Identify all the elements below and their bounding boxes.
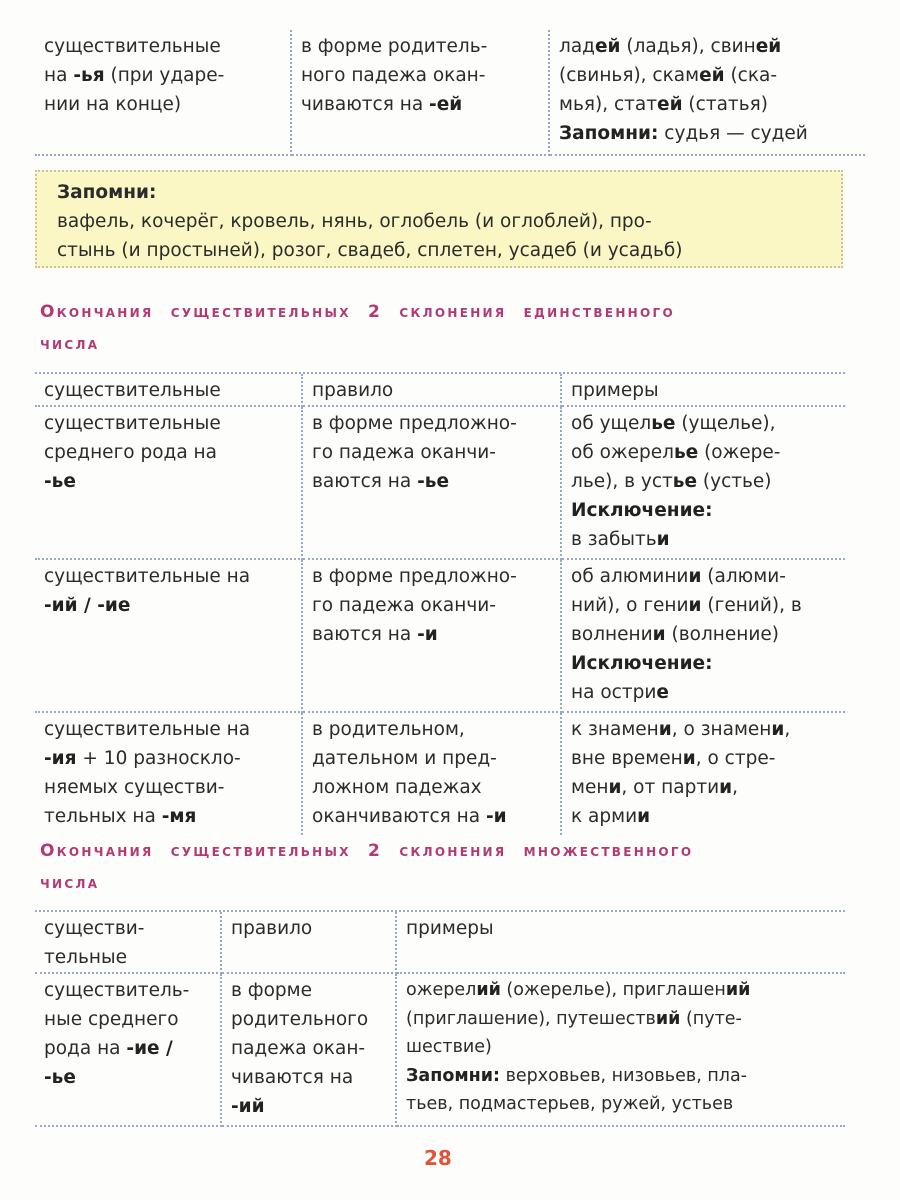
cell-line (312, 773, 552, 802)
bold-ending: и (637, 806, 651, 827)
bold-ending: ий (655, 1008, 681, 1029)
bold-ending: и (682, 748, 696, 769)
cell-line (44, 562, 293, 591)
cell-line (559, 61, 857, 90)
text-segment: (свинья), скам (559, 65, 700, 86)
text-segment: вне времен (571, 748, 683, 769)
cell-line (312, 802, 552, 831)
cell-line (44, 976, 212, 1005)
cell-line (406, 1033, 837, 1062)
cell-line (231, 1005, 387, 1034)
text-segment: ложном падежах (312, 777, 482, 798)
bold-ending: е (656, 682, 669, 703)
cell-line (231, 1034, 387, 1063)
text-segment: няемых существи- (44, 777, 225, 798)
text-segment: верховьев, низовьев, пла- (500, 1065, 747, 1086)
table-cell (35, 974, 222, 1127)
bold-ending: ей (594, 36, 621, 57)
header-text: примеры (406, 918, 494, 939)
cell-line (231, 976, 387, 1005)
text-segment: в форме предложно- (312, 566, 517, 587)
text-segment: ного падежа окан- (301, 65, 486, 86)
cell-line (44, 90, 282, 119)
bold-ending: -ие / (126, 1038, 173, 1059)
bold-ending: и (688, 595, 702, 616)
cell-line (571, 802, 837, 831)
text-segment: волнени (571, 624, 653, 645)
cell-line (559, 119, 857, 148)
cell-line (406, 1005, 837, 1034)
bold-ending: и (658, 719, 672, 740)
table-plural-endings (35, 910, 845, 1127)
heading-line: Окончания существительных 2 склонения единственного (40, 302, 675, 322)
header-text: правило (231, 918, 313, 939)
text-segment: го падежа оканчи- (312, 442, 496, 463)
text-segment: в форме (231, 980, 313, 1001)
header-text: существи- (44, 918, 145, 939)
table-cell (303, 407, 562, 560)
column-header (397, 912, 845, 974)
text-segment: об ожерел (571, 442, 674, 463)
text-segment: ные среднего (44, 1009, 179, 1030)
text-segment: на остри (571, 682, 657, 703)
bold-ending: -мя (161, 806, 197, 827)
text-segment: падежа окан- (231, 1038, 366, 1059)
bold-ending: и (688, 566, 702, 587)
text-segment: в родительном, (312, 719, 465, 740)
cell-line (44, 591, 293, 620)
table-cell (303, 560, 562, 713)
text-segment: лад (559, 36, 595, 57)
bold-ending: -ье (417, 471, 450, 492)
table-cell (222, 974, 397, 1127)
cell-line (44, 773, 293, 802)
table-singular-endings (35, 372, 845, 835)
cell-line (406, 1062, 837, 1091)
text-segment: оканчиваются на (312, 806, 486, 827)
text-segment: существительные на (44, 719, 251, 740)
bold-ending: и (771, 719, 785, 740)
text-segment: (статья) (682, 94, 768, 115)
cell-line (44, 802, 293, 831)
section-heading-singular (40, 296, 675, 360)
heading-line: числа (40, 334, 100, 354)
text-segment: шествие) (406, 1037, 492, 1057)
text-segment: среднего рода на (44, 442, 217, 463)
cell-line (571, 678, 837, 707)
column-header (35, 912, 222, 974)
table-cell (35, 407, 303, 560)
text-segment: (алюми- (701, 566, 786, 587)
text-segment: об алюмини (571, 566, 689, 587)
cell-line (571, 409, 837, 438)
text-segment: в забыть (571, 529, 657, 550)
cell-line (571, 773, 837, 802)
bold-ending: ий (476, 980, 501, 1000)
bold-ending: -ья (73, 65, 105, 86)
section-heading-plural (40, 835, 693, 899)
column-header (303, 374, 562, 407)
text-segment: , (732, 777, 738, 798)
table-cell (303, 713, 562, 835)
text-segment: (ладья), свин (620, 36, 756, 57)
column-header (35, 374, 303, 407)
text-segment: (путе- (680, 1008, 742, 1029)
bold-ending: -ий / -ие (44, 595, 131, 616)
text-segment: (приглашение), путешеств (406, 1008, 656, 1029)
table-cell (550, 30, 865, 156)
text-segment: существительные (44, 36, 221, 57)
cell-line (312, 467, 552, 496)
bold-ending: Запомни: (406, 1065, 501, 1086)
bold-ending: -и (417, 624, 438, 645)
remember-note (35, 170, 843, 268)
cell-line (312, 591, 552, 620)
cell-line (571, 562, 837, 591)
bold-ending: -ей (429, 94, 463, 115)
text-segment: мен (571, 777, 609, 798)
bold-ending: ей (699, 65, 725, 86)
cell-line (44, 467, 293, 496)
text-segment: чиваются на (301, 94, 430, 115)
text-segment: на (44, 65, 74, 86)
column-header (562, 374, 845, 407)
bold-ending: и (656, 529, 670, 550)
cell-line (571, 467, 837, 496)
cell-line (571, 591, 837, 620)
cell-line (312, 744, 552, 773)
text-segment: (ожерелье), приглашен (500, 980, 726, 1000)
text-segment: рода на (44, 1038, 127, 1059)
cell-line (231, 1063, 387, 1092)
text-segment: существительные (44, 413, 221, 434)
text-segment: родительного (231, 1009, 369, 1030)
table-cell (562, 560, 845, 713)
bold-ending: -и (485, 806, 507, 827)
text-segment: в форме родитель- (301, 36, 488, 57)
text-segment: существитель- (44, 980, 190, 1001)
cell-line (312, 409, 552, 438)
heading-line: числа (40, 873, 100, 893)
table-cell (397, 974, 845, 1127)
bold-ending: -ье (44, 471, 76, 492)
bold-ending: -ье (44, 1067, 76, 1088)
cell-line (406, 1090, 837, 1119)
bold-ending: ье (651, 413, 676, 434)
bold-ending: ье (673, 442, 699, 463)
cell-line (406, 976, 837, 1005)
heading-line: Окончания существительных 2 склонения множественного (40, 841, 694, 861)
text-segment: + 10 разноскло- (76, 748, 241, 769)
note-line: вафель, кочерёг, кровель, нянь, оглобель (и оглоблей), про- (57, 211, 652, 232)
text-segment: к арми (571, 806, 638, 827)
text-segment: (волнение) (665, 624, 779, 645)
cell-line (44, 1005, 212, 1034)
bold-ending: и (719, 777, 733, 798)
text-segment: лье), в уст (571, 471, 673, 492)
column-header (222, 912, 397, 974)
text-segment: дательном и пред- (312, 748, 497, 769)
cell-line (44, 61, 282, 90)
table-cell (35, 30, 292, 156)
cell-line (44, 715, 293, 744)
cell-line (231, 1092, 387, 1121)
text-segment: нии на конце) (44, 94, 182, 115)
table-cell (562, 407, 845, 560)
text-segment: (гений), в (701, 595, 802, 616)
header-text: правило (312, 380, 394, 401)
bold-ending: Исключение: (571, 500, 713, 521)
bold-ending: ей (657, 94, 683, 115)
text-segment: в форме предложно- (312, 413, 517, 434)
text-segment: судья — судей (658, 123, 808, 144)
text-segment: , (784, 719, 791, 740)
page-number: 28 (424, 1146, 452, 1170)
cell-line (44, 1034, 212, 1063)
header-text: тельные (44, 947, 127, 968)
text-segment: мья), стат (559, 94, 658, 115)
cell-line (312, 438, 552, 467)
bold-ending: Исключение: (571, 653, 713, 674)
cell-line (44, 32, 282, 61)
cell-line (301, 32, 540, 61)
cell-line (559, 32, 857, 61)
header-text: существительные (44, 380, 221, 401)
text-segment: к знамен (571, 719, 659, 740)
cell-line (312, 715, 552, 744)
table-cell (562, 713, 845, 835)
text-segment: (устье) (697, 471, 772, 492)
table-cell (292, 30, 550, 156)
text-segment: ний), о гени (571, 595, 689, 616)
text-segment: ожерел (406, 980, 477, 1000)
cell-line (312, 562, 552, 591)
table-cell (35, 713, 303, 835)
text-segment: тьев, подмастерьев, ружей, устьев (406, 1094, 734, 1114)
cell-line (571, 438, 837, 467)
text-segment: ваются на (312, 471, 418, 492)
cell-line (44, 438, 293, 467)
text-segment: ваются на (312, 624, 418, 645)
bold-ending: Запомни: (559, 123, 659, 144)
cell-line (44, 1063, 212, 1092)
cell-line (559, 90, 857, 119)
text-segment: существительные на (44, 566, 251, 587)
cell-line (44, 409, 293, 438)
bold-ending: и (652, 624, 666, 645)
note-title: Запомни: (57, 182, 157, 203)
cell-line (312, 620, 552, 649)
text-segment: , о знамен (671, 719, 772, 740)
table-plural-ya-nouns (35, 30, 865, 156)
cell-line (571, 715, 837, 744)
cell-line (571, 620, 837, 649)
header-text: примеры (571, 380, 659, 401)
text-segment: чиваются на (231, 1067, 354, 1088)
cell-line (44, 744, 293, 773)
cell-line (301, 61, 540, 90)
text-segment: (при ударе- (104, 65, 225, 86)
bold-ending: -ий (231, 1096, 265, 1117)
text-segment: го падежа оканчи- (312, 595, 496, 616)
bold-ending: -ия (44, 748, 77, 769)
text-segment: , о стре- (695, 748, 776, 769)
cell-line (301, 90, 540, 119)
bold-ending: ье (672, 471, 698, 492)
cell-line (571, 744, 837, 773)
bold-ending: ий (725, 980, 751, 1000)
bold-ending: ей (755, 36, 782, 57)
table-cell (35, 560, 303, 713)
text-segment: (ска- (724, 65, 778, 86)
text-segment: (ожере- (698, 442, 781, 463)
text-segment: об ущел (571, 413, 652, 434)
text-segment: (ущелье), (675, 413, 776, 434)
cell-line (571, 649, 837, 678)
text-segment: тельных на (44, 806, 162, 827)
text-segment: , от парти (621, 777, 720, 798)
cell-line (571, 525, 837, 554)
note-line: стынь (и простыней), розог, свадеб, сплетен, усадеб (и усадьб) (57, 240, 683, 261)
cell-line (571, 496, 837, 525)
bold-ending: и (608, 777, 622, 798)
